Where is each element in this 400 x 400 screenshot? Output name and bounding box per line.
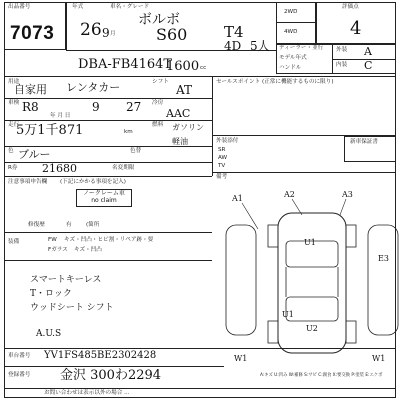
color-label: 色 — [8, 148, 14, 154]
mileage-unit: km — [124, 129, 133, 135]
reg-label: 登録番号 — [8, 372, 31, 378]
caution-sub: (下記にかかる事項を記入) — [60, 179, 126, 185]
transfer-label: 名変期限 — [112, 165, 135, 171]
mileage-label: 走行 — [8, 122, 20, 128]
inspection-label: 車検 — [8, 100, 20, 106]
fuel-label: 燃料 — [152, 122, 164, 128]
model-name: ボルボ — [138, 12, 180, 28]
no-claim-stamp — [76, 189, 132, 207]
diagram-label-u2: U2 — [306, 324, 318, 333]
month-suffix: 月 — [110, 31, 116, 37]
exterior-grade: A — [364, 45, 372, 58]
car-outline — [222, 185, 400, 370]
modelyear-label: モデル年式 — [279, 55, 307, 61]
usage-label: 用途 — [8, 79, 20, 85]
reg-value: 金沢 300わ2294 — [60, 368, 162, 383]
grade-1: S60 — [156, 25, 188, 44]
shift-label: シフト — [152, 79, 169, 85]
cc-unit: cc — [200, 65, 207, 71]
score-label: 評価点 — [342, 4, 359, 10]
name-label: 車名・グレード — [110, 4, 150, 10]
fuel-value: ガソリン — [172, 123, 204, 132]
inspection-unit: 年 月 日 — [50, 113, 71, 119]
year-label: 年式 — [72, 4, 84, 10]
aircon-value: AAC — [166, 107, 191, 120]
tv-label: TV — [218, 163, 226, 169]
repair-label: 修復歴 — [28, 222, 45, 228]
equipment-label: 装備 — [8, 239, 20, 245]
diagram-label-a1: A1 — [232, 194, 243, 203]
inspection-day: 27 — [126, 100, 142, 114]
damage-legend: A:キズ U:凹み W:補修 S:サビ C:腐食 X:要交換 P:塗装 E:エクボ — [260, 373, 383, 378]
score-value: 4 — [350, 18, 362, 39]
color-change-label: 色替 — [130, 148, 142, 154]
diagram-label-a3: A3 — [342, 190, 353, 199]
year-value: 26 — [80, 20, 102, 40]
handle-label: ハンドル — [279, 65, 302, 71]
note-line-1: スマートキーレス — [30, 275, 102, 285]
vin-label: 車台番号 — [8, 353, 31, 359]
dealer-label: ディーラー・並行 — [279, 45, 324, 51]
diagram-label-w1-a: W1 — [234, 354, 248, 363]
remarks-label: 備考 — [216, 174, 228, 180]
color-value: ブルー — [18, 148, 51, 161]
caution-label: 注意事項申告欄 — [8, 179, 48, 185]
diagram-label-a2: A2 — [284, 190, 295, 199]
lot-number: 7073 — [10, 23, 55, 44]
sr-label: SR — [218, 147, 226, 153]
exterior-label: 外装 — [336, 47, 348, 53]
usage-note: レンタカー — [66, 81, 121, 94]
diagram-label-u1-b: U1 — [282, 310, 294, 319]
aw-label: AW — [218, 155, 228, 161]
drive-2wd: 2WD — [284, 9, 298, 15]
month-value: 9 — [102, 26, 110, 40]
fuel-value-2: 軽油 — [172, 137, 188, 146]
note-line-3: ウッドシート シフト — [30, 303, 114, 313]
interior-label: 内装 — [336, 62, 348, 68]
grade-2: T4 — [224, 23, 244, 41]
aircon-label: 冷房 — [152, 100, 164, 106]
damage-diagram — [222, 185, 400, 370]
diagram-label-e3: E3 — [378, 254, 389, 263]
price-label: R券 — [8, 165, 18, 171]
price-value: 21680 — [42, 162, 77, 175]
model-type-code: DBA-FB4164T — [78, 57, 173, 72]
note-line-2: T・ロック — [30, 289, 72, 299]
usage-value: 自家用 — [14, 83, 47, 96]
drive-4wd: 4WD — [284, 29, 298, 35]
displacement: 1600 — [166, 59, 200, 74]
inspection-year: R8 — [22, 100, 39, 114]
claim-text: ノークレーム車 — [83, 190, 125, 197]
repair-value: 有 — [66, 222, 72, 228]
shift-value: AT — [176, 83, 193, 97]
inspection-month: 9 — [92, 100, 100, 114]
seats: 5人 — [250, 39, 270, 53]
lot-label: 出品番号 — [8, 4, 31, 10]
mileage-value: 5万1千871 — [16, 123, 84, 138]
claim-sub: no claim — [91, 197, 117, 204]
sales-label: セールスポイント (正常に機能するものに限り) — [216, 79, 334, 85]
opt-note: A.U.S — [36, 329, 62, 339]
equipment-fglass: Fガラス — [48, 247, 68, 253]
repair-place: (箇所 — [86, 222, 100, 228]
diagram-label-w1-b: W1 — [372, 354, 386, 363]
attach-label: 外装添付 — [216, 138, 239, 144]
equipment-fw: FW — [48, 237, 57, 243]
equipment-fw-detail: キズ・凹凸・ヒビ割・リペア跡・要 — [64, 237, 154, 243]
diagram-label-u1-a: U1 — [304, 238, 316, 247]
interior-grade: C — [364, 59, 373, 72]
vin-value: YV1FS485BE2302428 — [44, 350, 157, 361]
doors: 4D — [224, 39, 242, 53]
equipment-fglass-detail: キズ・凹凸 — [74, 247, 102, 253]
new-car-warranty: 新車保証書 — [350, 139, 378, 145]
bottom-note: お問い合わせは表示以外の場合 ... — [44, 390, 130, 396]
